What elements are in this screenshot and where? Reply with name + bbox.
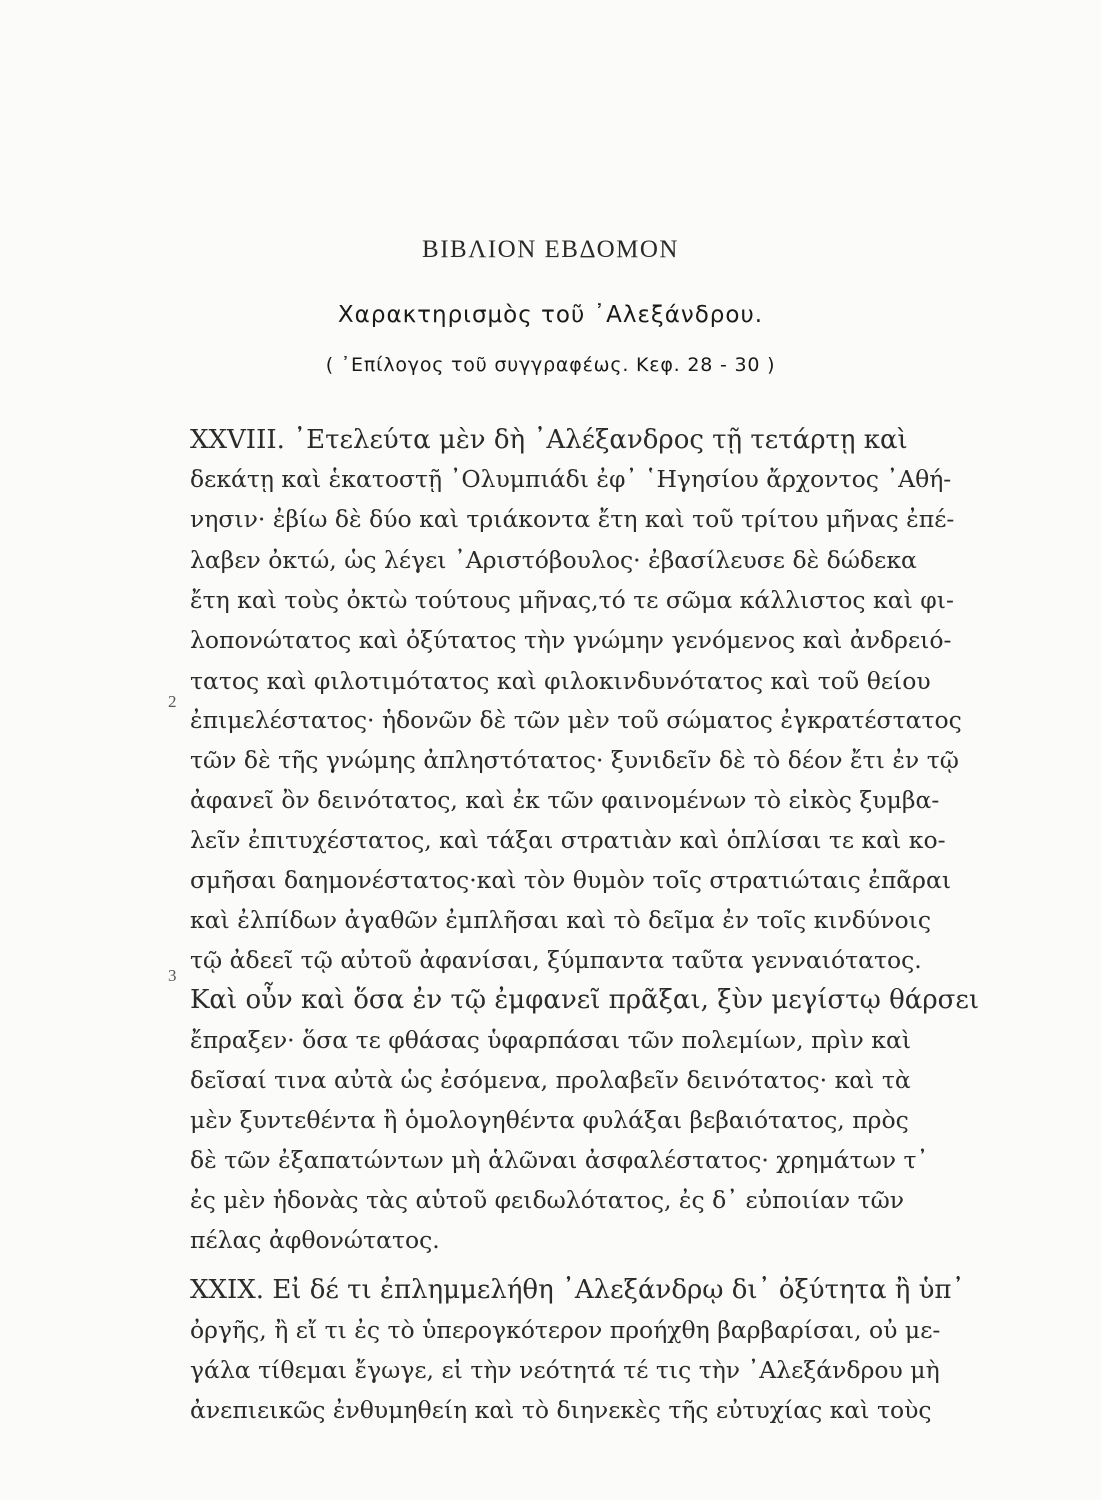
text-line: ὀργῆς, ἢ εἴ τι ἐς τὸ ὑπερογκότερον προήχθη βαρβαρίσαι, οὐ με-: [190, 1316, 941, 1344]
text-line: καὶ ἐλπίδων ἀγαθῶν ἐμπλῆσαι καὶ τὸ δεῖμα ἐν τοῖς κινδύνοις: [190, 906, 932, 934]
text-line: XXIX. Εἰ δέ τι ἐπλημμελήθη ᾿Αλεξάνδρῳ δι᾿ ὀξύτητα ἢ ὑπ᾿: [190, 1275, 965, 1305]
text-line: δεῖσαί τινα αὐτὰ ὡς ἐσόμενα, προλαβεῖν δεινότατος· καὶ τὰ: [190, 1066, 911, 1094]
text-line: ἀφανεῖ ὂν δεινότατος, καὶ ἐκ τῶν φαινομένων τὸ εἰκὸς ξυμβα-: [190, 786, 940, 814]
text-line: τατος καὶ φιλοτιμότατος καὶ φιλοκινδυνότατος καὶ τοῦ θείου: [190, 667, 931, 695]
text-line: τῷ ἀδεεῖ τῷ αὐτοῦ ἀφανίσαι, ξύμπαντα ταῦτα γενναιότατος.: [190, 946, 922, 974]
text-line: ἔτη καὶ τοὺς ὀκτὼ τούτους μῆνας,τό τε σῶμα κάλλιστος καὶ φι-: [190, 586, 954, 614]
text-line: Καὶ οὖν καὶ ὅσα ἐν τῷ ἐμφανεῖ πρᾶξαι, ξὺν μεγίστῳ θάρσει: [190, 985, 980, 1015]
text-line: ἐπιμελέστατος· ἡδονῶν δὲ τῶν μὲν τοῦ σώματος ἐγκρατέστατος: [190, 706, 962, 734]
text-line: γάλα τίθεμαι ἔγωγε, εἰ τὴν νεότητά τέ τις τὴν ᾿Αλεξάνδρου μὴ: [190, 1356, 940, 1384]
book-title: ΒΙΒΛΙΟΝ ΕΒΔΟΜΟΝ: [422, 236, 679, 263]
text-line: λεῖν ἐπιτυχέστατος, καὶ τάξαι στρατιὰν καὶ ὁπλίσαι τε καὶ κο-: [190, 826, 946, 854]
text-line: XXVIII. ᾿Ετελεύτα μὲν δὴ ᾿Αλέξανδρος τῇ τετάρτῃ καὶ: [190, 425, 908, 455]
text-line: μὲν ξυντεθέντα ἢ ὁμολογηθέντα φυλάξαι βεβαιότατος, πρὸς: [190, 1106, 909, 1134]
text-line: δὲ τῶν ἐξαπατώντων μὴ ἁλῶναι ἀσφαλέστατος· χρημάτων τ᾿: [190, 1146, 929, 1174]
marginal-number: 3: [168, 966, 177, 985]
text-line: τῶν δὲ τῆς γνώμης ἀπληστότατος· ξυνιδεῖν δὲ τὸ δέον ἔτι ἐν τῷ: [190, 746, 959, 774]
text-line: δεκάτῃ καὶ ἑκατοστῇ ᾿Ολυμπιάδι ἐφ᾿ ῾Ηγησίου ἄρχοντος ᾿Αθή-: [190, 465, 952, 493]
chapter-note: ( ᾿Επίλογος τοῦ συγγραφέως. Κεφ. 28 - 30 ): [325, 354, 776, 376]
text-line: ἐς μὲν ἡδονὰς τὰς αὑτοῦ φειδωλότατος, ἐς δ᾿ εὐποιίαν τῶν: [190, 1186, 905, 1214]
text-line: λαβεν ὀκτώ, ὡς λέγει ᾿Αριστόβουλος· ἐβασίλευσε δὲ δώδεκα: [190, 546, 917, 574]
text-line: νησιν· ἐβίω δὲ δύο καὶ τριάκοντα ἔτη καὶ τοῦ τρίτου μῆνας ἐπέ-: [190, 505, 955, 533]
text-line: πέλας ἀφθονώτατος.: [190, 1226, 440, 1254]
text-line: σμῆσαι δαημονέστατος·καὶ τὸν θυμὸν τοῖς στρατιώταις ἐπᾶραι: [190, 866, 952, 894]
text-line: ἀνεπιεικῶς ἐνθυμηθείη καὶ τὸ διηνεκὲς τῆς εὐτυχίας καὶ τοὺς: [190, 1396, 932, 1424]
marginal-number: 2: [168, 692, 177, 711]
chapter-subtitle: Χαρακτηρισμὸς τοῦ ᾿Αλεξάνδρου.: [337, 302, 764, 328]
text-line: ἔπραξεν· ὅσα τε φθάσας ὑφαρπάσαι τῶν πολεμίων, πρὶν καὶ: [190, 1026, 912, 1054]
text-line: λοπονώτατος καὶ ὀξύτατος τὴν γνώμην γενόμενος καὶ ἀνδρειό-: [190, 626, 952, 654]
